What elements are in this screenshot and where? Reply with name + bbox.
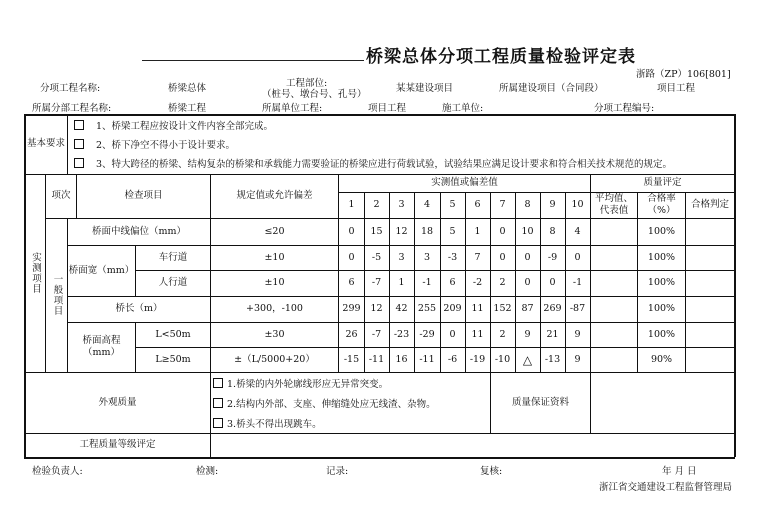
value-cell: 26 [345,328,358,340]
checkbox[interactable] [74,120,84,130]
value-cell: 8 [549,225,556,237]
value-cell: -23 [393,328,410,340]
value-cell: 3 [398,251,405,263]
value-cell: -7 [371,328,382,340]
value-cell: -1 [422,277,432,288]
measured-items-label: 实测项目 [30,252,41,294]
value-cell: -6 [447,353,458,365]
recorder-label: 记录: [326,466,349,477]
rate-cell: 100% [647,328,676,340]
col-avg: 平均值、代表值 [594,193,633,216]
checkbox[interactable] [213,378,223,388]
organization: 浙江省交通建设工程监督管理局 [599,482,733,493]
value-cell: 16 [395,353,408,365]
index-cell: 7 [499,199,506,210]
value-cell: 6 [348,277,355,288]
rate-cell: 100% [647,303,676,314]
value-cell: -9 [547,251,558,263]
rate-cell: 100% [647,251,676,263]
value-cell: -5 [371,251,382,263]
page-title: 桥梁总体分项工程质量检验评定表 [366,47,636,67]
value-cell: 0 [524,251,531,263]
value-cell: 21 [546,328,559,340]
value-cell: 299 [342,303,361,314]
value-cell: 269 [543,303,562,314]
location-label: 工程部位: [286,78,328,89]
appearance-item: 1.桥梁的内外轮廓线形应无异常突变。 [213,376,388,390]
value-cell: 5 [449,225,456,237]
row-item: L≥50m [155,353,191,365]
value-cell: 1 [398,277,405,288]
row-item: L<50m [155,328,191,340]
value-cell: 11 [471,303,484,314]
value-cell: 9 [524,328,531,340]
value-cell: 2 [499,328,506,340]
value-cell: 6 [449,277,456,288]
form-code: 浙路（ZP）106[801] [636,69,731,80]
index-cell: 4 [423,199,431,210]
value-cell: △ [522,352,533,367]
title-underline [142,60,364,61]
value-cell: 255 [417,303,437,314]
location-hint: （桩号、墩台号、孔号） [262,89,367,100]
row-group: 桥面宽（mm） [68,264,135,276]
value-cell: 9 [574,328,581,340]
rate-cell: 100% [647,277,676,288]
index-cell: 6 [474,199,481,210]
row-spec: +300，-100 [246,303,303,314]
inspector-label: 检验负责人: [32,466,83,477]
col-measured: 实测值或偏差值 [431,177,498,188]
col-judge: 合格判定 [690,199,729,210]
row-spec: ±10 [264,277,285,288]
requirement-item: 2、桥下净空不得小于设计要求。 [74,137,235,151]
value-cell: 0 [499,251,506,263]
value-cell: -87 [569,303,586,314]
unit-label: 所属单位工程: [262,103,323,114]
value-cell: 7 [474,251,481,263]
value-cell: 0 [524,277,531,288]
unit-value: 项目工程 [368,103,407,114]
index-cell: 5 [449,199,456,210]
value-cell: 10 [521,225,534,237]
general-items-label: 一般项目 [51,274,63,316]
value-cell: 0 [449,328,456,340]
requirements-label: 基本要求 [26,138,65,149]
quality-docs-label: 质量保证资料 [511,396,569,408]
table-bottom-border [24,457,735,459]
value-cell: 15 [370,225,383,237]
row-item: 桥面中线偏位（mm） [91,225,187,237]
value-cell: 42 [395,303,408,314]
construction-label: 所属建设项目（合同段） [499,83,604,94]
value-cell: 4 [574,225,581,237]
reviewer-label: 复核: [480,466,503,477]
value-cell: 9 [574,353,581,365]
value-cell: 0 [348,251,355,263]
row-item: 车行道 [158,251,188,263]
value-cell: 152 [493,303,512,314]
rate-cell: 100% [647,225,676,237]
location-value: 某某建设项目 [396,83,454,94]
index-cell: 9 [549,199,556,210]
value-cell: -29 [419,328,435,340]
value-cell: 12 [370,303,383,314]
value-cell: 1 [474,225,481,237]
project-label: 分项工程名称: [40,83,101,94]
value-cell: 18 [420,225,434,237]
index-cell: 2 [373,199,380,210]
tester-label: 检测: [196,466,219,477]
table-right-border [734,114,736,457]
contractor-label: 施工单位: [442,103,484,114]
value-cell: -10 [494,353,511,365]
row-group: 桥面高程（mm） [82,335,121,358]
requirement-item: 1、桥梁工程应按设计文件内容全部完成。 [74,118,273,132]
col-rate: 合格率（%） [647,193,676,216]
table-top-border [24,114,735,116]
appearance-item: 2.结构内外部、支座、伸缩缝处应无线渣、杂物。 [213,396,436,410]
col-eval: 质量评定 [643,177,682,188]
checkbox[interactable] [213,418,223,428]
index-cell: 8 [524,199,531,210]
value-cell: 0 [348,225,355,237]
value-cell: 3 [423,251,431,263]
row-spec: ±（L/5000+20） [234,353,315,365]
value-cell: 0 [499,225,506,237]
value-cell: -11 [368,353,385,365]
col-item-no: 项次 [51,190,71,201]
value-cell: -7 [371,277,382,288]
requirement-item: 3、特大跨径的桥梁、结构复杂的桥梁和承载能力需要验证的桥梁应进行荷载试验，试验结果应满足设计要求和符合相关技术规范的规定。 [74,156,672,170]
checkbox[interactable] [213,398,223,408]
project-value: 桥梁总体 [168,83,207,94]
index-cell: 3 [398,199,405,210]
col-check: 检查项目 [124,190,163,201]
value-cell: 12 [395,225,408,237]
value-cell: 2 [499,277,506,288]
value-cell: -3 [447,251,458,263]
index-cell: 10 [571,199,584,210]
value-cell: -1 [572,277,583,288]
value-cell: -11 [419,353,435,365]
row-item: 人行道 [158,277,188,288]
index-cell: 1 [348,199,355,210]
row-item: 桥长（m） [115,303,163,314]
division-value: 桥梁工程 [168,103,207,114]
value-cell: 87 [521,303,534,314]
value-cell: 209 [443,303,462,314]
date-label: 年 月 日 [662,466,697,477]
rate-cell: 90% [650,353,673,365]
checkbox[interactable] [74,158,84,168]
value-cell: 11 [471,328,484,340]
row-spec: ≤20 [264,225,285,237]
value-cell: -15 [343,353,360,365]
appearance-label: 外观质量 [98,396,137,408]
division-label: 所属分部工程名称: [32,103,112,114]
grade-label: 工程质量等级评定 [79,439,156,450]
appearance-item: 3.桥头不得出现跳车。 [213,416,322,430]
value-cell: 0 [549,277,556,288]
col-spec: 规定值或允许偏差 [236,190,313,201]
value-cell: 0 [574,251,581,263]
sub-no-label: 分项工程编号: [594,103,655,114]
row-spec: ±30 [264,328,285,340]
value-cell: -13 [544,353,561,365]
construction-value: 项目工程 [657,83,696,94]
value-cell: -19 [469,353,486,365]
value-cell: -2 [472,277,483,288]
row-spec: ±10 [264,251,285,263]
checkbox[interactable] [74,139,84,149]
